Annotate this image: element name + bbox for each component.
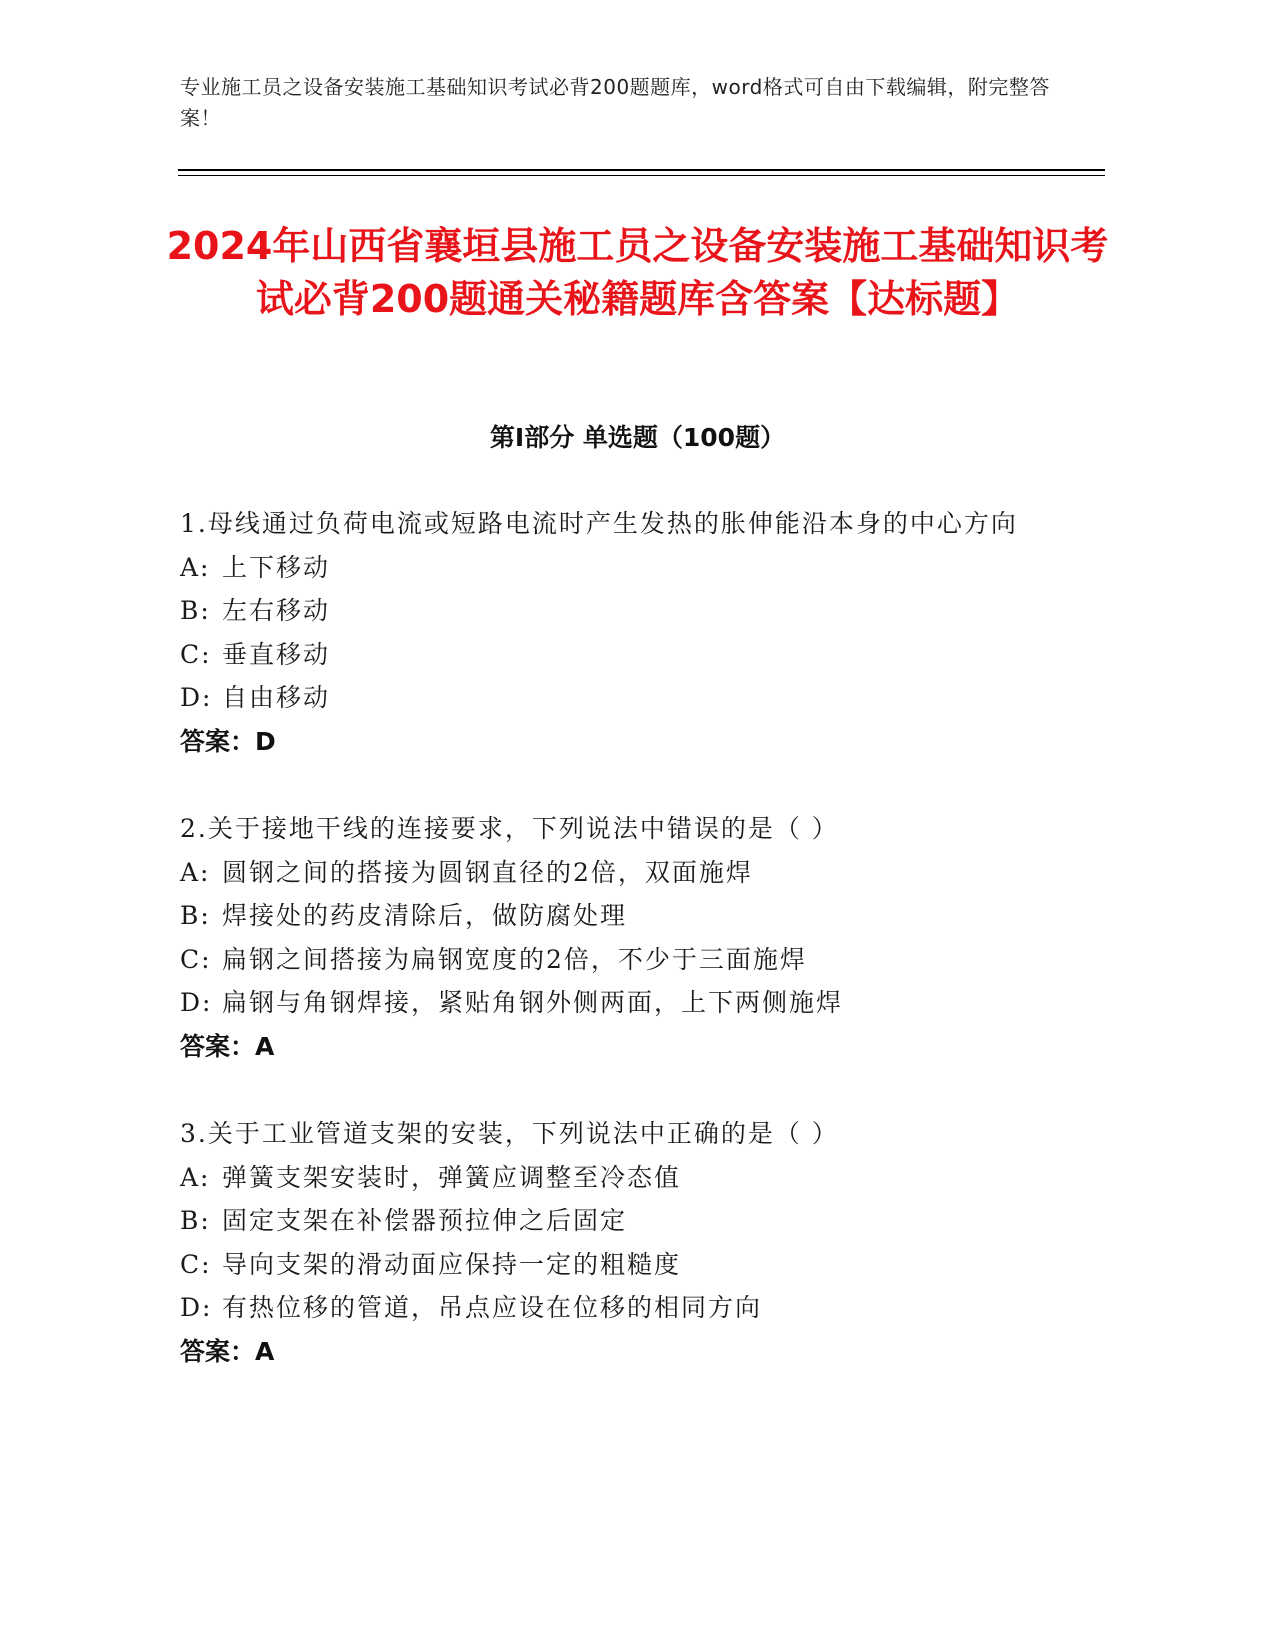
section-heading: 第Ⅰ部分 单选题（100题）	[489, 423, 786, 452]
option-text: 焊接处的药皮清除后，做防腐处理	[222, 901, 628, 930]
header-note: 专业施工员之设备安装施工基础知识考试必背200题题库，word格式可自由下载编辑，附完整答案！	[180, 75, 1050, 130]
option-text: 左右移动	[222, 596, 331, 625]
option-text: 弹簧支架安装时，弹簧应调整至冷态值	[222, 1162, 682, 1192]
option-c	[180, 938, 1040, 982]
option-b	[180, 1199, 1040, 1243]
option-a	[180, 546, 1040, 590]
option-letter: B:	[180, 1206, 211, 1235]
question-2	[180, 807, 1040, 1068]
option-letter: D:	[180, 1293, 213, 1322]
header-rule-thick	[178, 169, 1105, 171]
option-text: 固定支架在补偿器预拉伸之后固定	[222, 1206, 628, 1235]
option-letter: D:	[180, 988, 213, 1017]
option-text: 导向支架的滑动面应保持一定的粗糙度	[222, 1249, 682, 1279]
document-title: 2024年山西省襄垣县施工员之设备安装施工基础知识考试必背200题通关秘籍题库含答案【达标题】	[166, 224, 1109, 321]
option-letter: C:	[180, 639, 212, 669]
answer-line: 答案：D	[180, 726, 276, 756]
question-text: 1.母线通过负荷电流或短路电流时产生发热的胀伸能沿本身的中心方向	[180, 509, 1018, 538]
option-letter: B:	[180, 596, 211, 625]
option-text: 自由移动	[222, 683, 331, 712]
option-text: 垂直移动	[222, 639, 331, 669]
option-text: 有热位移的管道，吊点应设在位移的相同方向	[222, 1293, 763, 1322]
option-letter: D:	[180, 683, 213, 712]
option-d	[180, 676, 1040, 720]
option-a	[180, 851, 1040, 895]
option-letter: A:	[180, 1162, 211, 1192]
option-a	[180, 1156, 1040, 1200]
question-text: 2.关于接地干线的连接要求，下列说法中错误的是（ ）	[180, 814, 839, 843]
option-text: 扁钢与角钢焊接，紧贴角钢外侧两面，上下两侧施焊	[222, 988, 844, 1017]
question-text: 3.关于工业管道支架的安装，下列说法中正确的是（ ）	[180, 1119, 839, 1148]
option-letter: A:	[180, 552, 211, 582]
option-text: 上下移动	[222, 552, 331, 582]
option-c	[180, 633, 1040, 677]
option-d	[180, 981, 1040, 1025]
question-1	[180, 502, 1040, 763]
header-rule-thin	[178, 175, 1105, 176]
answer-line: 答案：A	[180, 1031, 275, 1061]
option-b	[180, 589, 1040, 633]
option-text: 扁钢之间搭接为扁钢宽度的2倍，不少于三面施焊	[222, 944, 807, 974]
option-d	[180, 1286, 1040, 1330]
option-text: 圆钢之间的搭接为圆钢直径的2倍，双面施焊	[222, 857, 753, 887]
option-letter: A:	[180, 857, 211, 887]
option-c	[180, 1243, 1040, 1287]
option-letter: C:	[180, 944, 212, 974]
question-3	[180, 1112, 1040, 1373]
option-b	[180, 894, 1040, 938]
option-letter: B:	[180, 901, 211, 930]
answer-line: 答案：A	[180, 1336, 275, 1366]
option-letter: C:	[180, 1249, 212, 1279]
question-list	[180, 502, 1040, 1417]
